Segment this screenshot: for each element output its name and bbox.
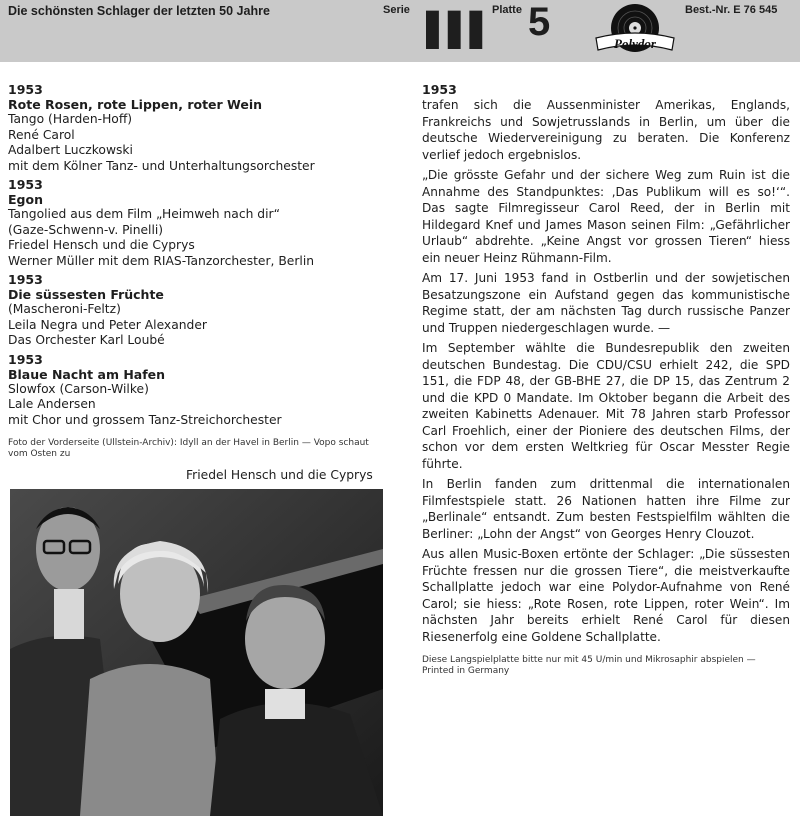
photo-credit: Foto der Vorderseite (Ullstein-Archiv): Idyll an der Havel in Berlin — Vopo schaut vom Osten zu (8, 438, 369, 459)
platte-label: Platte (492, 4, 522, 16)
platte-value: 5 (528, 0, 551, 44)
band-photo (10, 489, 383, 816)
track-line: Adalbert Luczkowski (8, 143, 133, 157)
track-line: mit Chor und grossem Tanz-Streichorchester (8, 412, 282, 427)
track-line: Werner Müller mit dem RIAS-Tanzorchester, Berlin (8, 253, 315, 268)
history-paragraph: Aus allen Music-Boxen ertönte der Schlager: „Die süssesten Früchte fressen nur die grossen Tiere“, die meistverkaufte Schallplatte jedoch war eine Polydor-Aufnahme von René Carol; sie hiess: „Rote Rosen, rote Lippen, roter Wein“. Im nächsten Jahr bereits erhielt René Carol für diesen Riesenerfolg eine Goldene Schallplatte. (422, 547, 790, 644)
track-entry (8, 82, 380, 174)
catalog-number: Best.-Nr. E 76 545 (685, 4, 778, 16)
track-line: (Gaze-Schwenn-v. Pinelli) (8, 222, 164, 237)
track-list (8, 82, 380, 460)
track-line: Tango (Harden-Hoff) (8, 112, 133, 126)
polydor-logo (592, 2, 678, 56)
track-entry (8, 177, 380, 269)
track-line: Das Orchester Karl Loubé (8, 333, 165, 347)
track-line: Leila Negra und Peter Alexander (8, 317, 207, 332)
serie-label: Serie (383, 4, 410, 16)
track-year: 1953 (8, 82, 43, 97)
track-title: Rote Rosen, rote Lippen, roter Wein (8, 97, 263, 112)
header-band (0, 0, 800, 62)
track-title: Blaue Nacht am Hafen (8, 366, 166, 382)
history-paragraph: Am 17. Juni 1953 fand in Ostberlin und der sowjetischen Besatzungszone ein Aufstand gegen das kommunistische Regime statt, der am nächsten Tag durch russische Panzer und Truppen niedergeschlagen wurde. — (422, 271, 790, 335)
track-title: Die süssesten Früchte (8, 287, 164, 302)
series-title: Die schönsten Schlager der letzten 50 Jahre (8, 4, 270, 18)
photo-caption: Friedel Hensch und die Cyprys (186, 468, 373, 482)
track-title: Egon (8, 192, 43, 207)
track-line: Lale Andersen (8, 397, 96, 411)
track-entry (8, 272, 380, 349)
track-line: Tangolied aus dem Film „Heimweh nach dir“ (8, 207, 280, 221)
playback-note: Diese Langspielplatte bitte nur mit 45 U/min und Mikrosaphir abspielen — Printed in Germany (422, 655, 756, 676)
track-line: René Carol (8, 127, 75, 142)
history-paragraph: trafen sich die Aussenminister Amerikas, Englands, Frankreichs und Sowjetrusslands in Berlin, um über die deutsche Wiedervereinigung zu beraten. Die Konferenz verlief jedoch ergebnislos. (422, 98, 790, 162)
track-year: 1953 (8, 272, 43, 287)
track-year: 1953 (8, 177, 43, 192)
serie-value: III (420, 0, 486, 61)
track-entry (8, 352, 380, 429)
track-line: Slowfox (Carson-Wilke) (8, 381, 149, 396)
history-paragraph: „Die grösste Gefahr und der sichere Weg zum Ruin ist die Annahme des Standpunktes: ‚Das Publikum will es so!‘“. Das sagte Filmregisseur Carol Reed, der in Berlin mit Hildegard Knef und James Mason seinen Film: „Gefährlicher Urlaub“ abdrehte. „Keine Angst vor grossen Tieren“ hiess ein neuer Heinz Rühmann-Film. (422, 168, 790, 265)
track-line: mit dem Kölner Tanz- und Unterhaltungsorchester (8, 158, 315, 173)
history-paragraph: Im September wählte die Bundesrepublik den zweiten deutschen Bundestag. Die CDU/CSU erhielt 242, die SPD 151, die FDP 48, der GB-BHE 27, die DP 15, das Zentrum 2 und die KPD 0 Mandate. Im Oktober begann die Arbeit des zweiten Kabinetts Adenauer. Mit 78 Jahren starb Professor Carl Froehlich, einer der Pioniere des deutschen Films, der schon vor dem ersten Weltkrieg für Oscar Messter Regie führte. (422, 341, 790, 471)
track-year: 1953 (8, 351, 43, 367)
history-paragraph: In Berlin fanden zum drittenmal die internationalen Filmfestspiele statt. 26 Nationen hatten ihre Filme zur „Berlinale“ entsandt. Zum besten Festspielfilm wählten die Berliner: „Lohn der Angst“ von Georges Henry Clouzot. (422, 477, 790, 541)
logo-text: Polydor (614, 36, 656, 51)
history-column (422, 82, 790, 677)
track-line: (Mascheroni-Feltz) (8, 302, 121, 316)
track-line: Friedel Hensch und die Cyprys (8, 238, 195, 252)
history-year: 1953 (422, 82, 457, 97)
